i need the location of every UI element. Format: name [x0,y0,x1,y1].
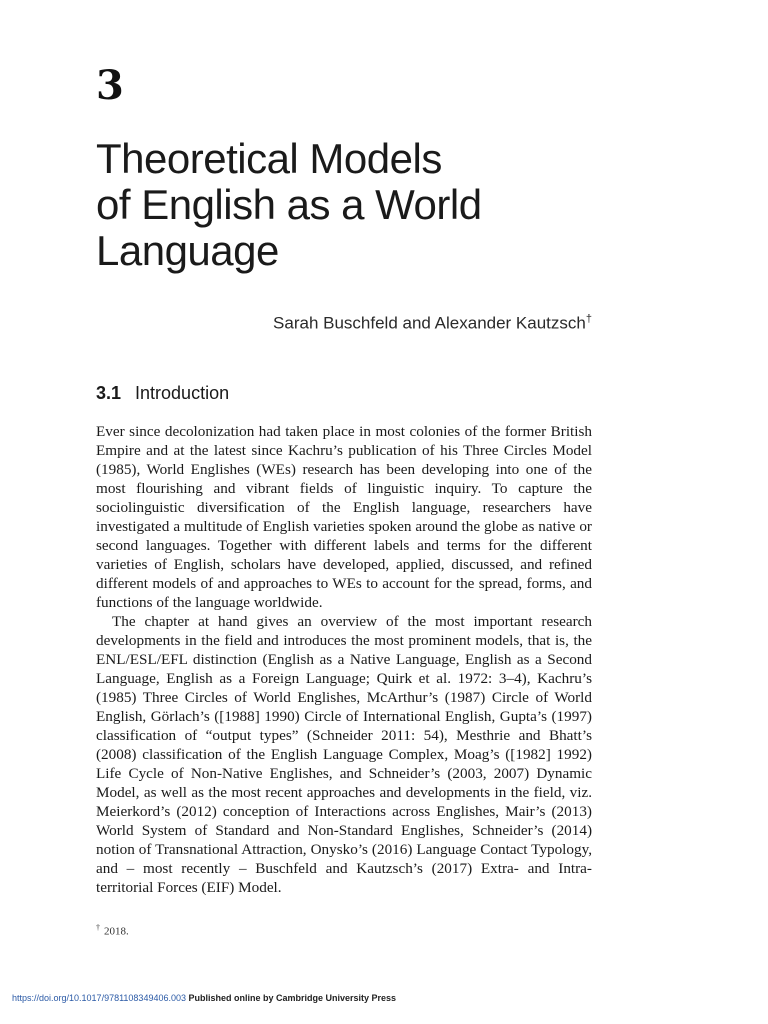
paragraph: The chapter at hand gives an overview of the most important research developments in the field and introduces the most prominent models, that is, the ENL/ESL/EFL distinction (English as a Native Language, English as a Second Language, English as a Foreign Language; Quirk et al. 1972: 3–4), Kachru’s (1985) Three Circles of World Englishes, McArthur’s (1987) Circle of World English, Görlach’s ([1988] 1990) Circle of International English, Gupta’s (1997) classification of “output types” (Schneider 2011: 54), Mesthrie and Bhatt’s (2008) classification of the English Language Complex, Moag’s ([1982] 1992) Life Cycle of Non-Native Englishes, and Schneider’s (2003, 2007) Dynamic Model, as well as the most recent approaches and developments in the field, viz. Meierkord’s (2012) conception of Interactions across Englishes, Mair’s (2013) World System of Standard and Non-Standard Englishes, Schneider’s (2014) notion of Transnational Attraction, Onysko’s (2016) Language Contact Typology, and – most recently – Buschfeld and Kautzsch’s (2017) Extra- and Intra-territorial Forces (EIF) Model. [96,613,592,896]
body-text [96,422,592,897]
chapter-title [96,136,656,274]
chapter-title-line: of English as a World [96,181,482,228]
page-footer [12,992,396,1004]
author-footnote-mark: † [585,313,592,325]
paragraph: Ever since decolonization had taken place in most colonies of the former British Empire and at the latest since Kachru’s publication of his Three Circles Model (1985), World Englishes (WEs) research has been developing into one of the most flourishing and vibrant fields of linguistic inquiry. To capture the sociolinguistic diversification of the English language, researchers have investigated a multitude of English varieties spoken around the globe as native or second languages. Together with different labels and terms for the different varieties of English, scholars have developed, applied, discussed, and refined different models of and approaches to WEs to account for the spread, forms, and functions of the language worldwide. [96,423,592,611]
author-names: Sarah Buschfeld and Alexander Kautzsch [273,313,586,333]
chapter-title-line: Theoretical Models [96,135,442,182]
chapter-title-line: Language [96,227,279,274]
section-heading [96,380,229,406]
footnote-mark: † [96,923,100,932]
chapter-authors [273,306,592,337]
doi-link[interactable]: https://doi.org/10.1017/9781108349406.003 [12,993,186,1003]
section-title: Introduction [135,383,230,403]
section-number: 3.1 [96,383,122,403]
footnote [96,920,129,940]
footnote-text: 2018. [104,925,129,938]
chapter-number: 3 [96,62,124,109]
published-note: Published online by Cambridge University Press [188,993,397,1003]
